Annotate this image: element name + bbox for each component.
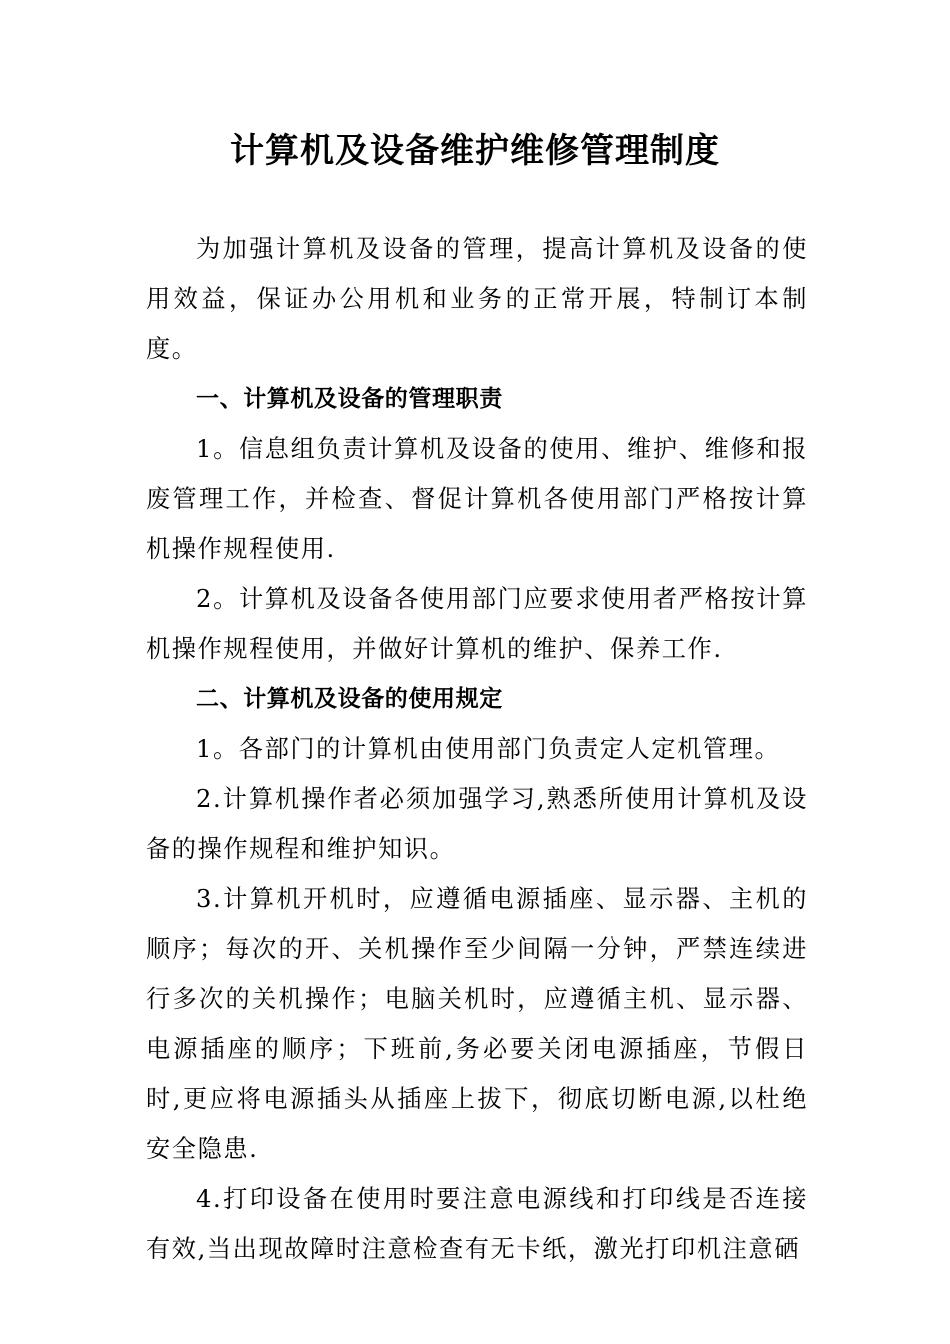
- section2-item-3: 3.计算机开机时，应遵循电源插座、显示器、主机的顺序；每次的开、关机操作至少间隔一分钟，严禁连续进行多次的关机操作；电脑关机时，应遵循主机、显示器、电源插座的顺序；下班前,务必要关闭电源插座，节假日时,更应将电源插头从插座上拔下，彻底切断电源,以杜绝安全隐患.: [146, 885, 808, 1163]
- section-heading-management-duties: 一、计算机及设备的管理职责: [196, 386, 503, 412]
- section1-item-1: 1。信息组负责计算机及设备的使用、维护、维修和报废管理工作，并检查、督促计算机各使用部门严格按计算机操作规程使用.: [146, 435, 808, 563]
- document-body: [146, 224, 808, 1274]
- section-heading-usage-rules: 二、计算机及设备的使用规定: [196, 686, 503, 712]
- section2-item-4: 4.打印设备在使用时要注意电源线和打印线是否连接有效,当出现故障时注意检查有无卡纸，激光打印机注意硒: [146, 1185, 808, 1263]
- document-title: 计算机及设备维护维修管理制度: [230, 131, 720, 171]
- intro-paragraph: 为加强计算机及设备的管理，提高计算机及设备的使用效益，保证办公用机和业务的正常开展，特制订本制度。: [146, 235, 808, 363]
- section2-item-1: 1。各部门的计算机由使用部门负责定人定机管理。: [196, 735, 781, 763]
- section1-item-2: 2。计算机及设备各使用部门应要求使用者严格按计算机操作规程使用，并做好计算机的维护、保养工作.: [146, 585, 808, 663]
- section2-item-2: 2.计算机操作者必须加强学习,熟悉所使用计算机及设备的操作规程和维护知识。: [146, 785, 808, 863]
